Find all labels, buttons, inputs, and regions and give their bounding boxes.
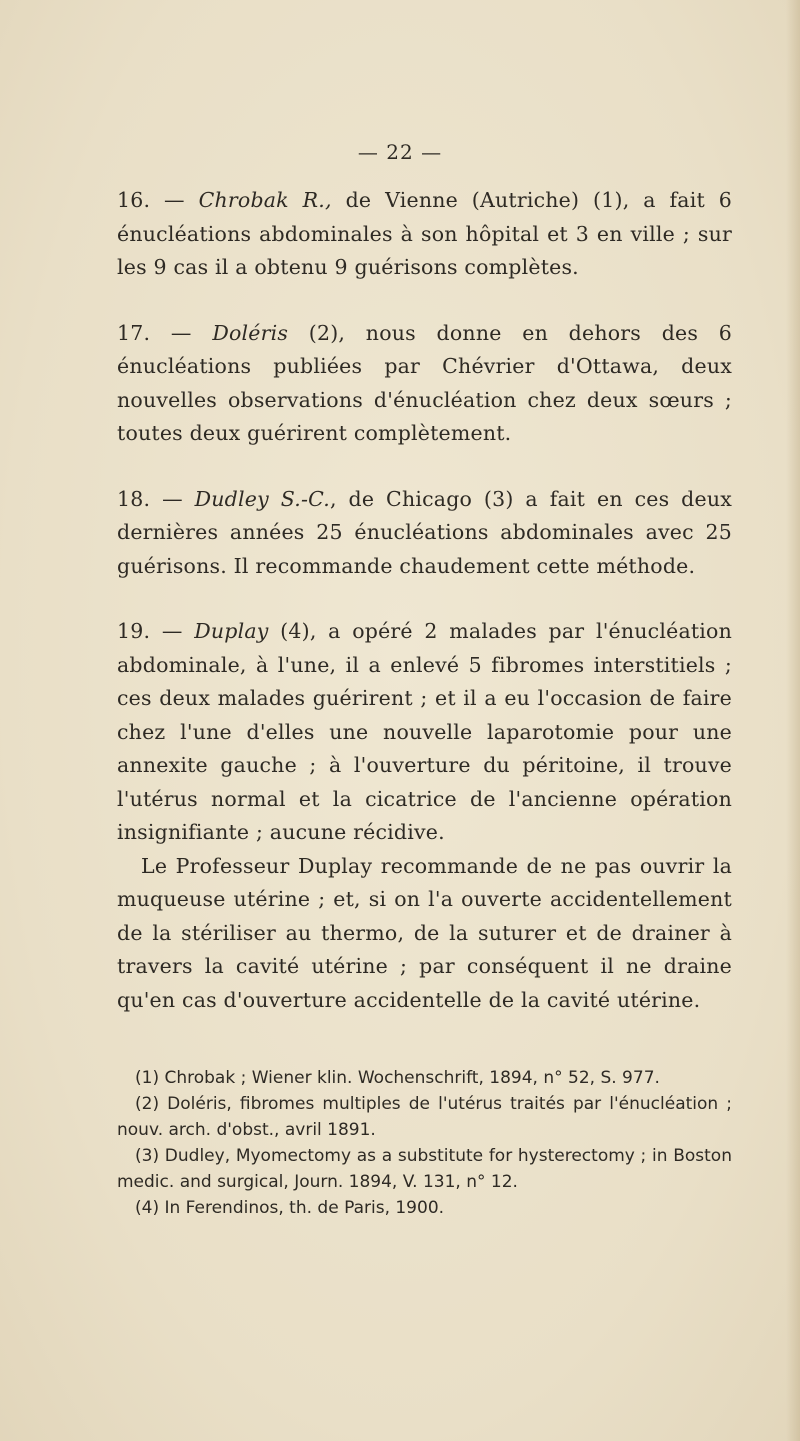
footnote-2: (2) Doléris, fibromes multiples de l'utérus traités par l'énucléation ; nouv. arch. d'obst., avril 1891. [117, 1094, 732, 1140]
entry-author: Doléris [212, 320, 289, 345]
entry-author: Chrobak R., [198, 188, 332, 212]
entry-text: (2), nous donne en dehors des 6 énucléations publiées par Chévrier d'Ottawa, deux nouvelles observations d'énucléation chez deux sœurs ; toutes deux guérirent complètement. [117, 320, 733, 445]
page-edge-shadow [786, 0, 800, 1441]
footnote-1: (1) Chrobak ; Wiener klin. Wochenschrift, 1894, n° 52, S. 977. [135, 1068, 660, 1088]
entry-text: (4), a opéré 2 malades par l'énucléation abdominale, à l'une, il a enlevé 5 fibromes interstitiels ; ces deux malades guérirent ; et il a eu l'occasion de faire chez l'une d'elles une nouvelle laparotomie pour une annexite gauche ; à l'ouverture du péritoine, il trouve l'utérus normal et la cicatrice de l'ancienne opération insignifiante ; aucune récidive. [117, 619, 733, 844]
entry-author: Dudley S.-C. [194, 486, 330, 511]
entry-text: de Vienne (Autriche) (1), a fait 6 énucléations abdominales à son hôpital et 3 en ville ; sur les 9 cas il a obtenu 9 guérisons complètes. [117, 188, 733, 279]
entry-number: 17. — [117, 320, 192, 345]
body-text [117, 184, 732, 1017]
footnotes [117, 1065, 732, 1221]
entry-number: 18. — [117, 486, 183, 511]
entry-number: 16. — [117, 188, 185, 212]
entry-text: , de Chicago (3) a fait en ces deux dernières années 25 énucléations abdominales avec 25 guérisons. Il recommande chaudement cette méthode. [117, 486, 732, 578]
entry-number: 19. — [117, 619, 183, 643]
footnote-4: (4) In Ferendinos, th. de Paris, 1900. [135, 1198, 445, 1218]
entry-paragraph-16 [117, 184, 732, 285]
entry-author: Duplay [194, 619, 269, 643]
continuation-paragraph: Le Professeur Duplay recommande de ne pas ouvrir la muqueuse utérine ; et, si on l'a ouverte accidentellement de la stériliser au thermo, de la suturer et de drainer à travers la cavité utérine ; par conséquent il ne draine qu'en cas d'ouverture accidentelle de la cavité utérine. [117, 853, 732, 1012]
page-number: — 22 — [357, 140, 443, 164]
entry-paragraph-18 [117, 483, 732, 584]
footnote-3: (3) Dudley, Myomectomy as a substitute for hysterectomy ; in Boston medic. and surgical, Journ. 1894, V. 131, n° 12. [117, 1146, 732, 1192]
entry-paragraph-17 [117, 317, 732, 451]
entry-paragraph-19 [117, 615, 732, 850]
